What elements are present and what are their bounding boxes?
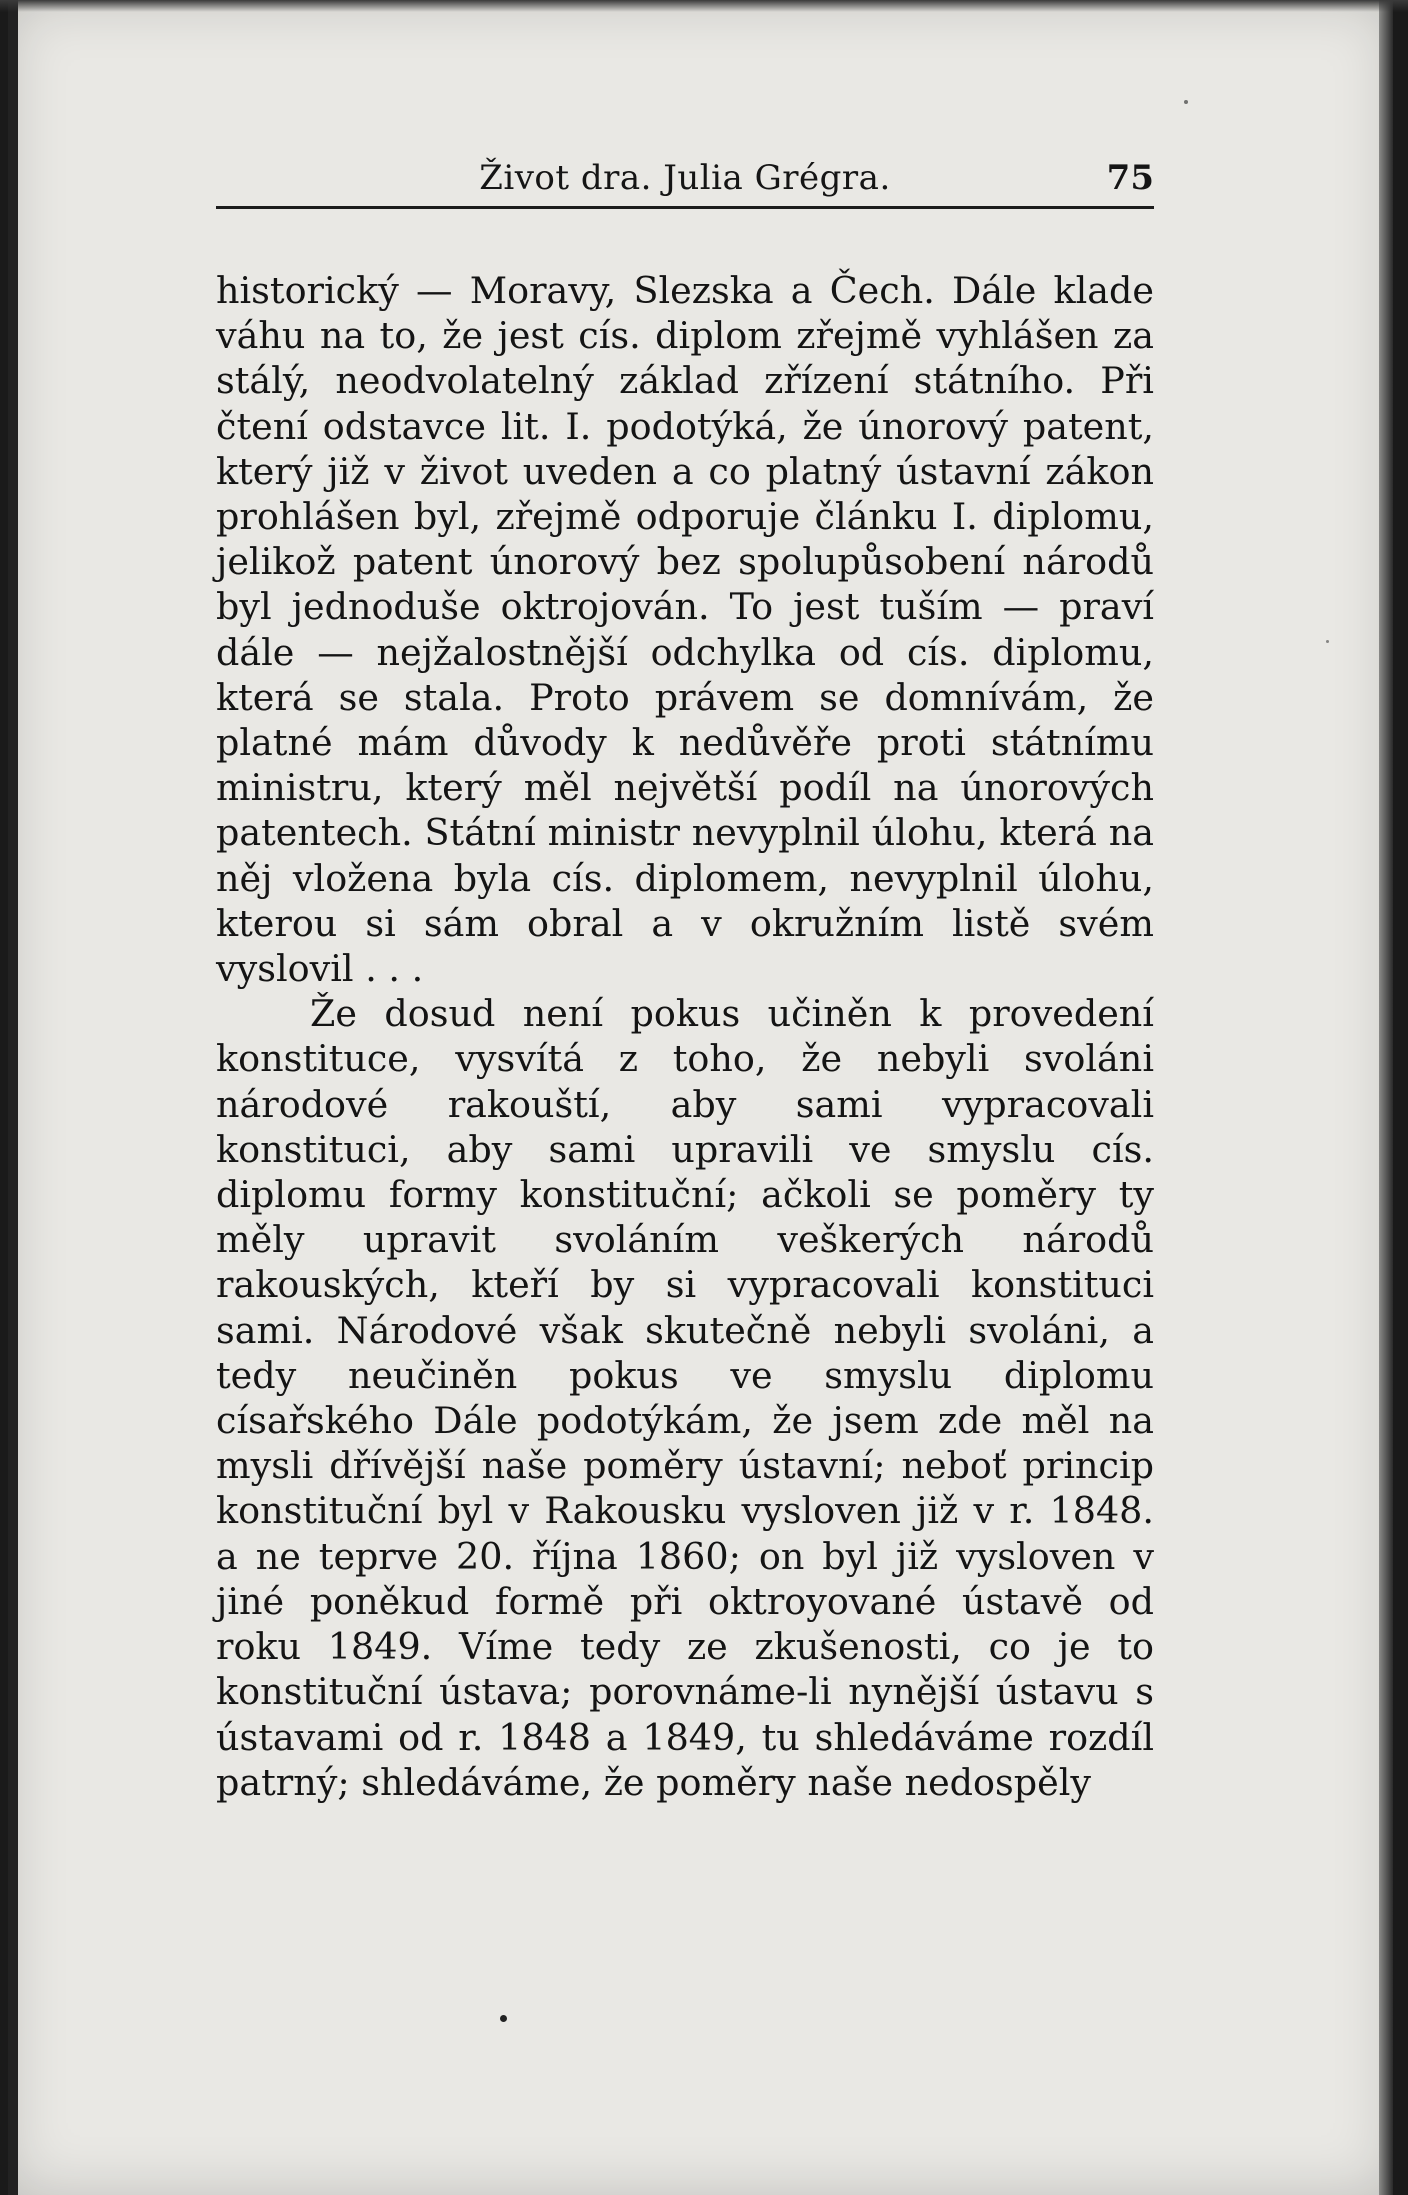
page-right-edge bbox=[1379, 0, 1393, 2195]
running-title: Život dra. Julia Grégra. bbox=[479, 158, 891, 198]
paragraph: historický — Moravy, Slezska a Čech. Dále klade váhu na to, že jest cís. diplom zřejmě vyhlášen za stálý, neodvolatelný základ zřízení státního. Při čtení odstavce lit. I. podotýká, že únorový patent, který již v život uveden a co platný ústavní zákon prohlášen byl, zřejmě odporuje článku I. diplomu, jelikož patent únorový bez spolupůsobení národů byl jednoduše oktrojován. To jest tuším — praví dále — nejžalostnější odchylka od cís. diplomu, která se stala. Proto právem se domnívám, že platné mám důvody k nedůvěře proti státnímu ministru, který měl největší podíl na únorových patentech. Státní ministr nevyplnil úlohu, která na něj vložena byla cís. diplomem, nevyplnil úlohu, kterou si sám obral a v okružním listě svém vyslovil . . . bbox=[216, 269, 1154, 991]
ink-speck bbox=[1326, 640, 1329, 643]
ink-speck bbox=[500, 2015, 507, 2022]
ink-speck bbox=[1184, 100, 1188, 104]
book-page bbox=[8, 0, 1393, 2195]
running-header bbox=[216, 150, 1154, 209]
page-number: 75 bbox=[1106, 158, 1154, 198]
page-top-edge bbox=[0, 0, 1408, 12]
paragraph: Že dosud není pokus učiněn k provedení konstituce, vysvítá z toho, že nebyli svoláni národové rakouští, aby sami vypracovali konstituci, aby sami upravili ve smyslu cís. diplomu formy konstituční; ačkoli se poměry ty měly upravit svoláním veškerých národů rakouských, kteří by si vypracovali konstituci sami. Národové však skutečně nebyli svoláni, a tedy neučiněn pokus ve smyslu diplomu císařského Dále podotýkám, že jsem zde měl na mysli dřívější naše poměry ústavní; neboť princip konstituční byl v Rakousku vysloven již v r. 1848. a ne teprve 20. října 1860; on byl již vysloven v jiné poněkud formě při oktroyované ústavě od roku 1849. Víme tedy ze zkušenosti, co je to konstituční ústava; porovnáme-li nynější ústavu s ústavami od r. 1848 a 1849, tu shledáváme rozdíl patrný; shledáváme, že poměry naše nedospěly bbox=[216, 992, 1154, 1804]
page-left-edge bbox=[8, 0, 18, 2195]
body-text bbox=[216, 268, 1154, 1805]
